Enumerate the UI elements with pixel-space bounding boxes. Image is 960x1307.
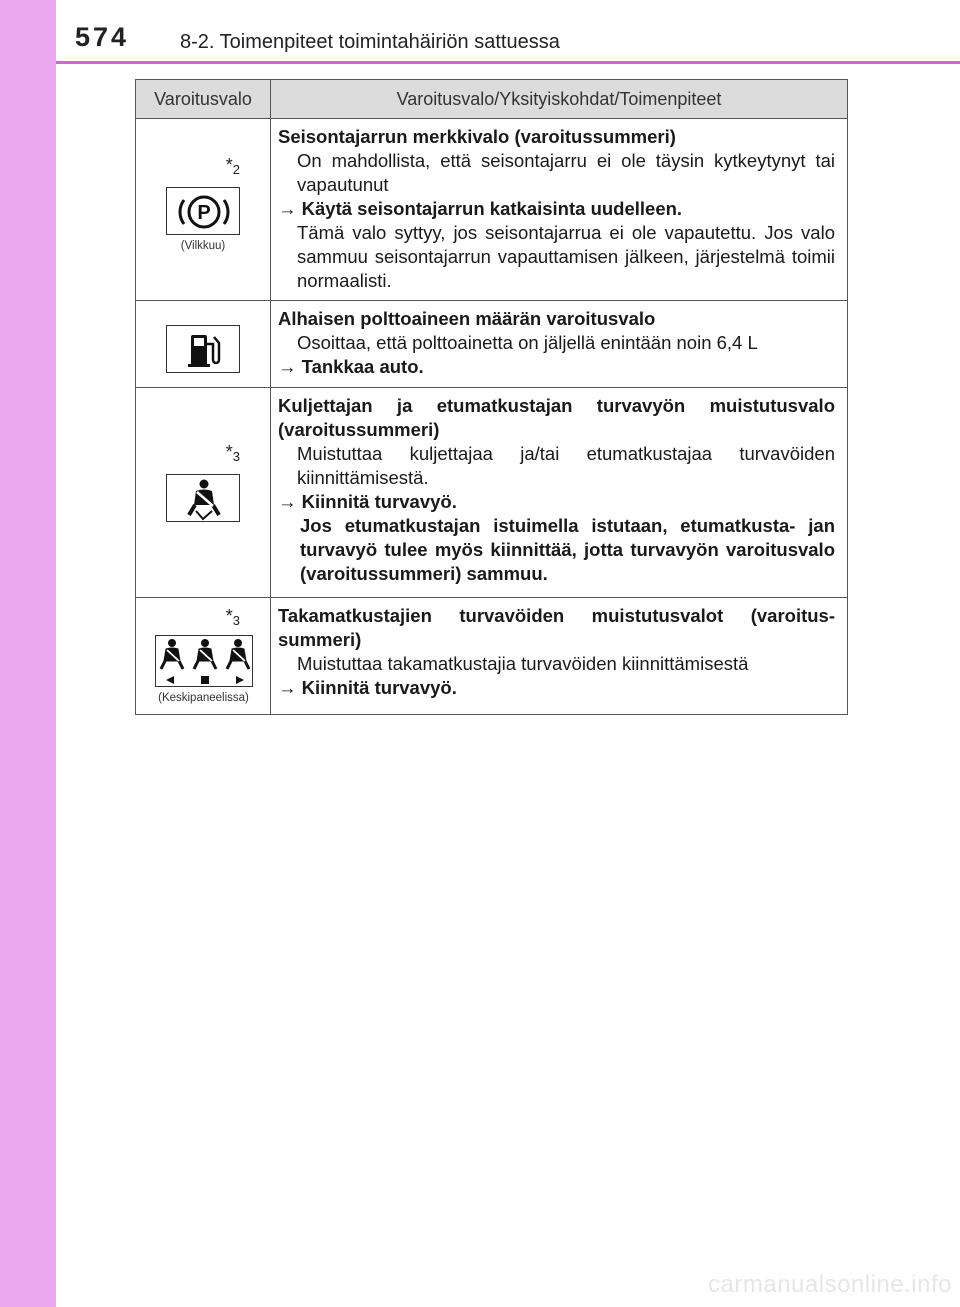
row-description: Osoittaa, että polttoainetta on jäljellä enintään noin 6,4 L: [297, 332, 758, 353]
rear-seatbelts-icon: [155, 635, 253, 687]
header-divider: [56, 61, 960, 64]
row-action: → Käytä seisontajarrun katkaisinta uudelleen.: [278, 198, 683, 219]
footnote-marker: $*_3$: [225, 442, 240, 464]
details-cell: [271, 301, 848, 388]
icon-cell: [136, 598, 271, 715]
row-title: Takamatkustajien turvavöiden muistutusvalot (varoitus- summeri): [278, 605, 835, 650]
table-row: [136, 388, 848, 598]
chapter-side-tab: [0, 0, 56, 1307]
header-details: Varoitusvalo/Yksityiskohdat/Toimenpiteet: [271, 80, 848, 119]
icon-cell: [136, 119, 271, 301]
svg-text:P: P: [197, 202, 211, 224]
row-extra: Tämä valo syttyy, jos seisontajarrua ei ole vapautettu. Jos valo sammuu seisontajarrun vapauttamisen jälkeen, järjestelmä toimii normaalisti.: [297, 222, 835, 291]
watermark: carmanualsonline.info: [708, 1271, 952, 1298]
header-warning-light: Varoitusvalo: [136, 80, 271, 119]
row-title: Alhaisen polttoaineen määrän varoitusvalo: [278, 308, 656, 329]
warning-lights-table: [135, 79, 848, 715]
row-title: Kuljettajan ja etumatkustajan turvavyön muistutusvalo (varoitussummeri): [278, 395, 835, 440]
table-row: [136, 119, 848, 301]
parking-brake-icon: [166, 187, 240, 235]
seatbelt-icon: [166, 474, 240, 522]
icon-cell: [136, 388, 271, 598]
row-action: → Kiinnitä turvavyö.: [278, 677, 457, 698]
details-cell: [271, 598, 848, 715]
table-row: [136, 301, 848, 388]
icon-cell: [136, 301, 271, 388]
icon-caption: (Vilkkuu): [180, 240, 226, 252]
footnote-marker: $*_3$: [225, 606, 240, 628]
table-row: [136, 598, 848, 715]
row-title: Seisontajarrun merkkivalo (varoitussummeri): [278, 126, 676, 147]
icon-caption: (Keskipaneelissa): [158, 692, 249, 704]
details-cell: [271, 119, 848, 301]
row-action: → Tankkaa auto.: [278, 356, 424, 377]
row-action: → Kiinnitä turvavyö.: [278, 491, 457, 512]
table-header-row: [136, 80, 848, 119]
row-description: Muistuttaa takamatkustajia turvavöiden kiinnittämisestä: [297, 653, 749, 674]
fuel-pump-icon: [166, 325, 240, 373]
footnote-marker: $*_2$: [225, 155, 240, 177]
details-cell: [271, 388, 848, 598]
row-description: Muistuttaa kuljettajaa ja/tai etumatkustajaa turvavöiden kiinnittämisestä.: [297, 443, 835, 488]
chapter-title: 8-2. Toimenpiteet toimintahäiriön sattuessa: [180, 31, 560, 53]
row-description: On mahdollista, että seisontajarru ei ole täysin kytkeytynyt tai vapautunut: [297, 150, 835, 195]
row-extra: Jos etumatkustajan istuimella istutaan, etumatkusta- jan turvavyö tulee myös kiinnittää, jotta turvavyön varoitusvalo (varoitussummeri) sammuu.: [300, 515, 835, 584]
page-number: 574: [75, 22, 130, 52]
